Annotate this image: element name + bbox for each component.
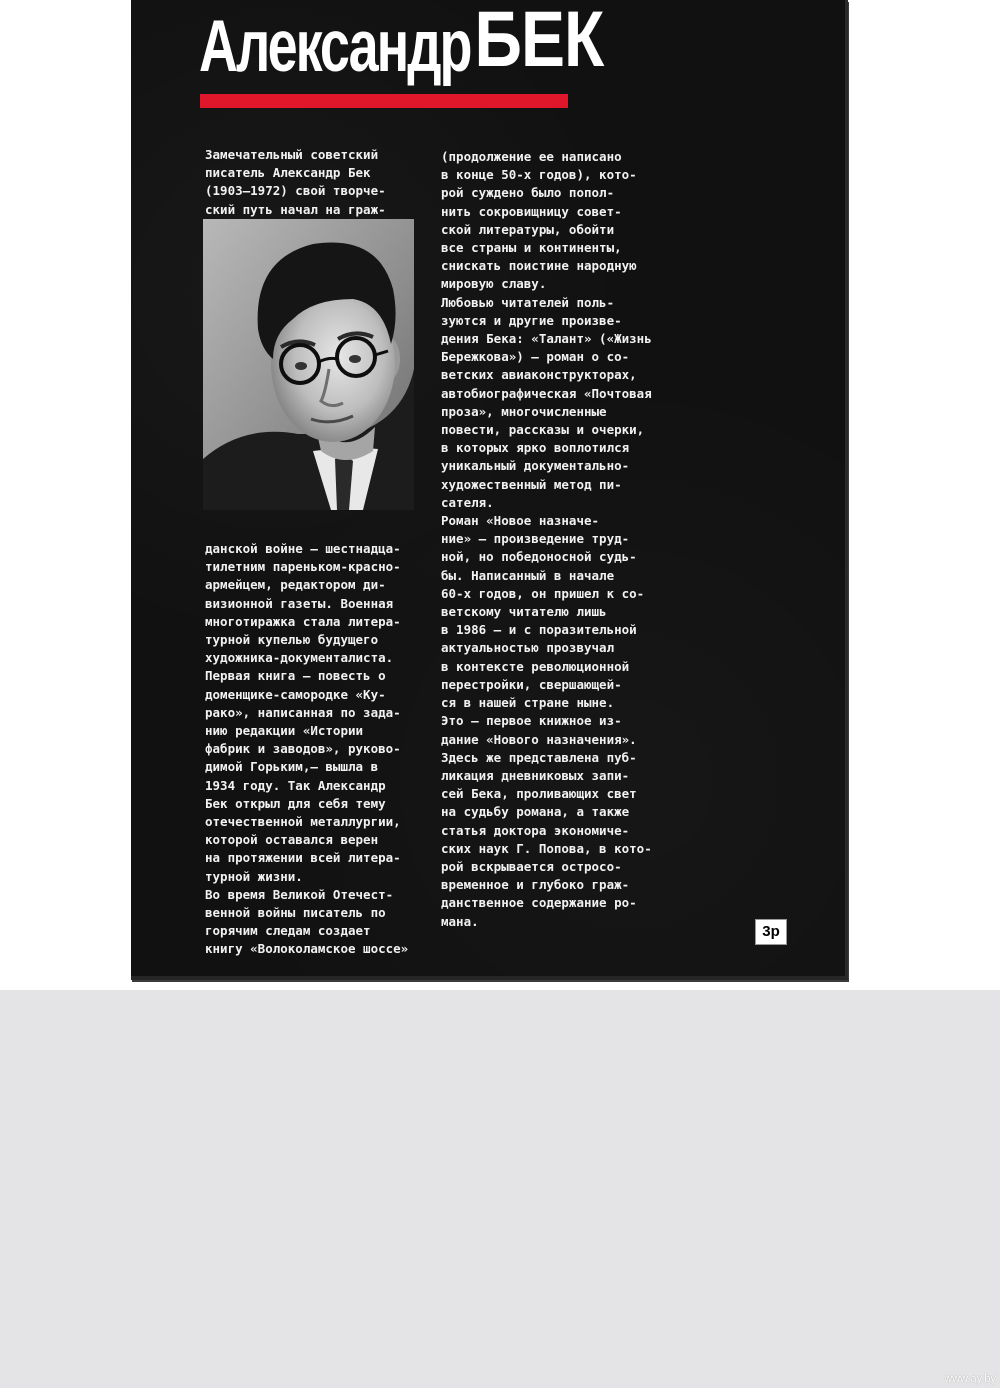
red-accent-bar bbox=[200, 94, 568, 108]
watermark: www.ay.by bbox=[944, 1373, 996, 1385]
author-portrait-photo bbox=[203, 219, 414, 510]
book-back-cover bbox=[131, 0, 848, 980]
blurb-right: (продолжение ее написано в конце 50-х годов), кото- рой суждено было попол- нить сокровищницу совет- ской литературы, обойти все страны и континенты, снискать поистине народную мировую славу. Любовью читателей поль- зуются и другие произве- дения Бека: «Талант» («Жизнь Бережкова») — роман о со- ветских авиаконструкторах, автобиографическая «Почтовая проза», многочисленные повести, рассказы и очерки, в которых ярко воплотился уникальный документально- художественный метод пи- сателя. Роман «Новое назначе- ние» — произведение труд- ной, но победоносной судь- бы. Написанный в начале 60-х годов, он пришел к со- ветскому читателю лишь в 1986 — и с поразительной актуальностью прозвучал в контексте революционной перестройки, свершающей- ся в нашей стране ныне. Это — первое книжное из- дание «Нового назначения». Здесь же представлена пуб- ликация дневниковых запи- сей Бека, проливающих свет на судьбу романа, а также статья доктора экономиче- ских наук Г. Попова, в кото- рой вскрывается остросо- временное и глубоко граж- данственное содержание ро- мана. bbox=[441, 149, 652, 929]
blurb-left-top: Замечательный советский писатель Александр Бек (1903—1972) свой творче- ский путь начал на граж- bbox=[205, 147, 386, 217]
price-label: 3р bbox=[755, 919, 787, 945]
blurb-left-bottom: данской войне — шестнадца- тилетним пареньком-красно- армейцем, редактором ди- визионной газеты. Военная многотиражка стала литера- турной купелью будущего художника-документалиста. Первая книга — повесть о доменщике-самородке «Ку- рако», написанная по зада- нию редакции «Истории фабрик и заводов», руково- димой Горьким,— вышла в 1934 году. Так Александр Бек открыл для себя тему отечественной металлургии, которой оставался верен на протяжении всей литера- турной жизни. Во время Великой Отечест- венной войны писатель по горячим следам создает книгу «Волоколамское шоссе» bbox=[205, 541, 409, 957]
author-title bbox=[199, 0, 604, 98]
author-last-name: БЕК bbox=[474, 0, 604, 83]
author-first-name: Александр bbox=[199, 6, 471, 88]
portrait-image bbox=[203, 219, 414, 510]
